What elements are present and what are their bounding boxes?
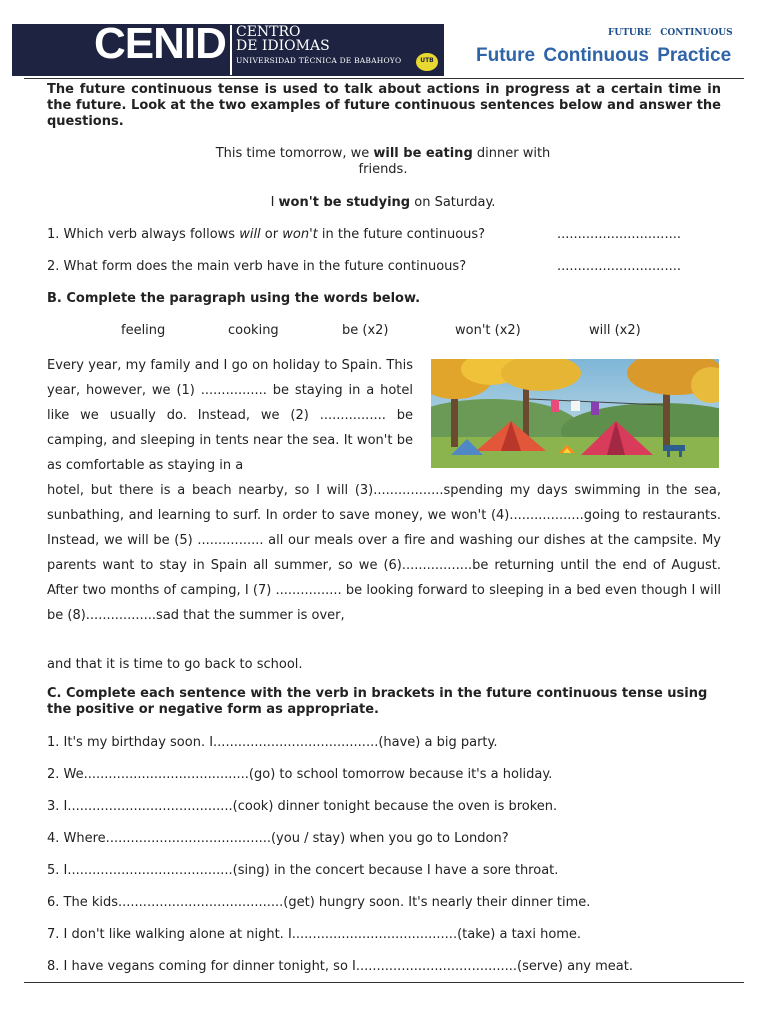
example-2-start: I <box>270 195 279 210</box>
utb-badge-text: UTB <box>420 57 434 64</box>
section-b-heading: B. Complete the paragraph using the words below. <box>47 291 421 306</box>
page-title: Future Continuous Practice <box>476 45 732 66</box>
header-tag: FUTURE CONTINUOUS <box>608 28 733 38</box>
logo-wordmark: CENID <box>94 19 226 68</box>
example-2-end: on Saturday. <box>410 195 496 210</box>
example-2-verb: won't be studying <box>278 195 411 210</box>
intro-text: The future continuous tense is used to talk about actions in progress at a certain time in the future. Look at the two examples of future continuous sentences below and answer the questions. <box>47 82 721 129</box>
logo-line-idiomas: DE IDIOMAS <box>236 38 330 54</box>
logo-banner <box>12 19 444 76</box>
example-sentence-1 <box>190 146 576 178</box>
word-bank-item: be (x2) <box>342 323 389 338</box>
question-1-end: in the future continuous? <box>317 227 486 242</box>
exercise-sentence: 8. I have vegans coming for dinner tonight, so I.......................................(serve) any meat. <box>47 959 633 974</box>
logo-line-centro: CENTRO <box>236 24 301 40</box>
question-1-wont: won't <box>282 227 318 242</box>
campsite-illustration <box>431 359 719 468</box>
section-c-heading: C. Complete each sentence with the verb in brackets in the future continuous tense using the positive or negative form as appropriate. <box>47 686 708 717</box>
paragraph-part-2: hotel, but there is a beach nearby, so I will (3).................spending my days swimming in the sea, sunbathing, and learning to surf. In order to save money, we won't (4)..................going to restaurants. Instead, we will be (5) ................ all our meals over a fire and washing our dishes at the campsite. My parents want to stay in Spain all summer, so we (6).................be returning until the end of August. After two months of camping, I (7) ................ be looking forward to sleeping in a bed even though I will be (8).................sad that the summer is over, <box>47 483 721 623</box>
exercise-sentence: 5. I........................................(sing) in the concert because I have a sore throat. <box>47 863 559 878</box>
word-bank-item: feeling <box>121 323 166 338</box>
question-1-or: or <box>260 227 283 242</box>
paragraph-part-1: Every year, my family and I go on holiday to Spain. This year, however, we (1) ................ be staying in a hotel like we usually do. Instead, we (2) ................ be camping, and sleeping in tents near the sea. It won't be as comfortable as staying in a <box>47 358 413 473</box>
question-2: 2. What form does the main verb have in the future continuous? <box>47 259 467 274</box>
exercise-sentence: 7. I don't like walking alone at night. I........................................(take) a taxi home. <box>47 927 582 942</box>
paragraph-part-3: and that it is time to go back to school. <box>47 657 303 672</box>
word-bank-item: will (x2) <box>589 323 641 338</box>
answer-blank-1: .............................. <box>557 227 681 242</box>
exercise-sentence: 1. It's my birthday soon. I........................................(have) a big party. <box>47 735 498 750</box>
logo-line-university: UNIVERSIDAD TÉCNICA DE BABAHOYO <box>236 56 402 65</box>
word-bank-item: won't (x2) <box>455 323 521 338</box>
example-sentence-2 <box>190 195 576 211</box>
header-divider <box>24 78 744 79</box>
answer-blank-2: .............................. <box>557 259 681 274</box>
example-1-start: This time tomorrow, we <box>215 146 374 161</box>
question-1 <box>47 227 485 243</box>
logo-divider <box>230 25 232 75</box>
word-bank-item: cooking <box>228 323 279 338</box>
exercise-sentence: 3. I........................................(cook) dinner tonight because the oven is broken. <box>47 799 558 814</box>
question-1-start: 1. Which verb always follows <box>47 227 240 242</box>
exercise-sentence: 2. We........................................(go) to school tomorrow because it's a holiday. <box>47 767 553 782</box>
question-1-will: will <box>239 227 261 242</box>
example-1-end: dinner with friends. <box>358 146 551 177</box>
exercise-sentence: 4. Where........................................(you / stay) when you go to London? <box>47 831 509 846</box>
footer-divider <box>24 982 744 983</box>
exercise-sentence: 6. The kids........................................(get) hungry soon. It's nearly their dinner time. <box>47 895 591 910</box>
example-1-verb: will be eating <box>373 146 473 161</box>
